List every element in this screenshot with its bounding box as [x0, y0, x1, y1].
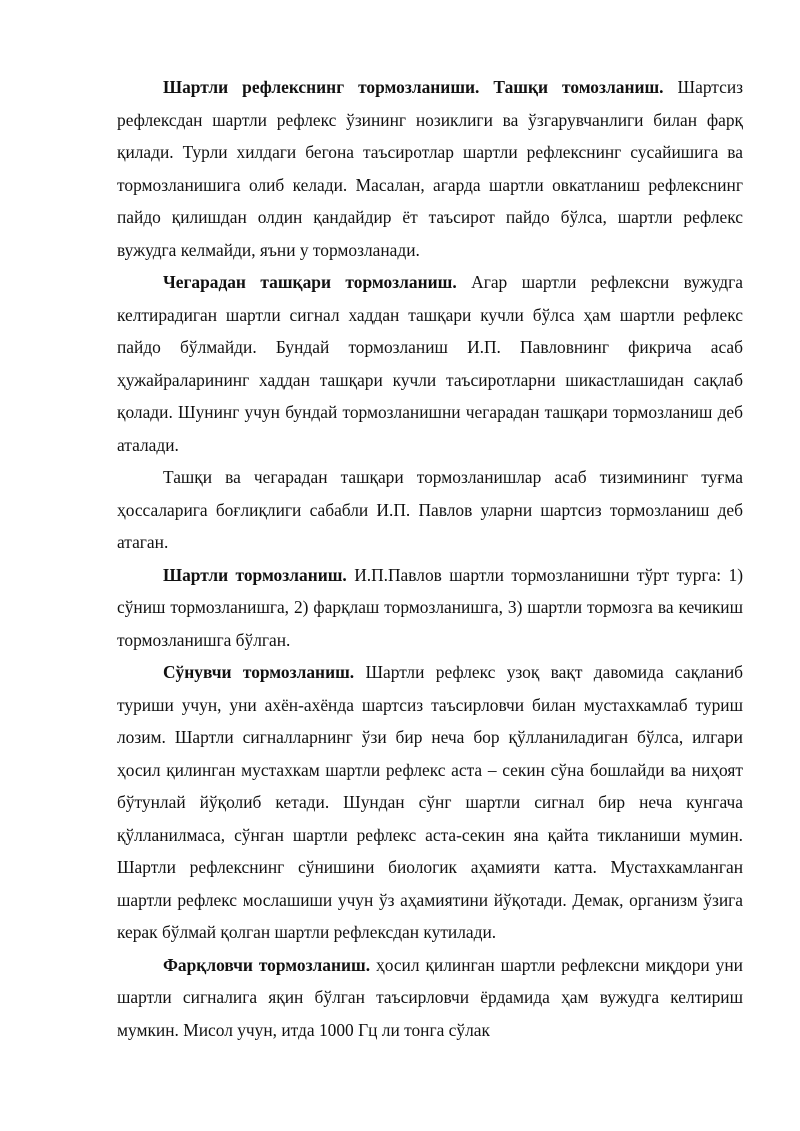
paragraph-text: Ташқи ва чегарадан ташқари тормозланишлар асаб тизимининг туғма ҳоссаларига боғлиқлиги сабабли И.П. Павлов уларни шартсиз тормозланиш деб атаган. — [117, 467, 743, 552]
paragraph-text: ҳосил қилинган шартли рефлексни миқдори уни шартли сигналига яқин бўлган таъсирловчи ёрдамида ҳам вужудга келтириш мумкин. Мисол учун, итда 1000 Гц ли тонга сўлак — [117, 954, 743, 1040]
paragraph-heading: Шартли тормозланиш. — [163, 564, 347, 585]
paragraph — [117, 949, 743, 1047]
document-body — [117, 71, 743, 1046]
paragraph — [117, 461, 743, 559]
paragraph-heading: Фарқловчи тормозланиш. — [163, 954, 371, 975]
paragraph — [117, 656, 743, 949]
paragraph-text: Шартли рефлекс узоқ вақт давомида сақланиб туриши учун, уни ахён-ахёнда шартсиз таъсирловчи билан мустахкамлаб туриш лозим. Шартли сигналларнинг ўзи бир неча бор қўлланиладиган бўлса, илгари ҳосил қилинган мустахкам шартли рефлекс аста – секин сўна бошлайди ва ниҳоят бўтунлай йўқолиб кетади. Шундан сўнг шартли сигнал бир неча кунгача қўлланилмаса, сўнган шартли рефлекс аста-секин яна қайта тикланиши мумин. Шартли рефлекснинг сўнишини биологик аҳамияти катта. Мустахкамланган шартли рефлекс мослашиши учун ўз аҳамиятини йўқотади. Демак, организм ўзига керак бўлмай қолган шартли рефлексдан кутилади. — [117, 662, 743, 942]
paragraph-text: И.П.Павлов шартли тормозланишни тўрт турга: 1) сўниш тормозланишга, 2) фарқлаш тормозланишга, 3) шартли тормозга ва кечикиш тормозланишга бўлган. — [117, 564, 743, 650]
paragraph — [117, 71, 743, 266]
paragraph-text: Шартсиз рефлексдан шартли рефлекс ўзининг нозиклиги ва ўзгарувчанлиги билан фарқ қилади. Турли хилдаги бегона таъсиротлар шартли рефлекснинг сусайишига ва тормозланишига олиб келади. Масалан, агарда шартли овкатланиш рефлекснинг пайдо қилишдан олдин қандайдир ёт таъсирот пайдо бўлса, шартли рефлекс вужудга келмайди, яъни у тормозланади. — [117, 77, 743, 260]
paragraph — [117, 559, 743, 657]
paragraph-heading: Сўнувчи тормозланиш. — [163, 662, 355, 682]
paragraph — [117, 266, 743, 461]
paragraph-heading: Шартли рефлекснинг тормозланиши. Ташқи томозланиш. — [163, 77, 664, 97]
paragraph-heading: Чегарадан ташқари тормозланиш. — [163, 272, 457, 292]
paragraph-text: Агар шартли рефлексни вужудга келтирадиган шартли сигнал хаддан ташқари кучли бўлса ҳам шартли рефлекс пайдо бўлмайди. Бундай тормозланиш И.П. Павловнинг фикрича асаб ҳужайраларининг хаддан ташқари кучли таъсиротларни шикастлашидан сақлаб қолади. Шунинг учун бундай тормозланишни чегарадан ташқари тормозланиш деб аталади. — [117, 272, 743, 455]
